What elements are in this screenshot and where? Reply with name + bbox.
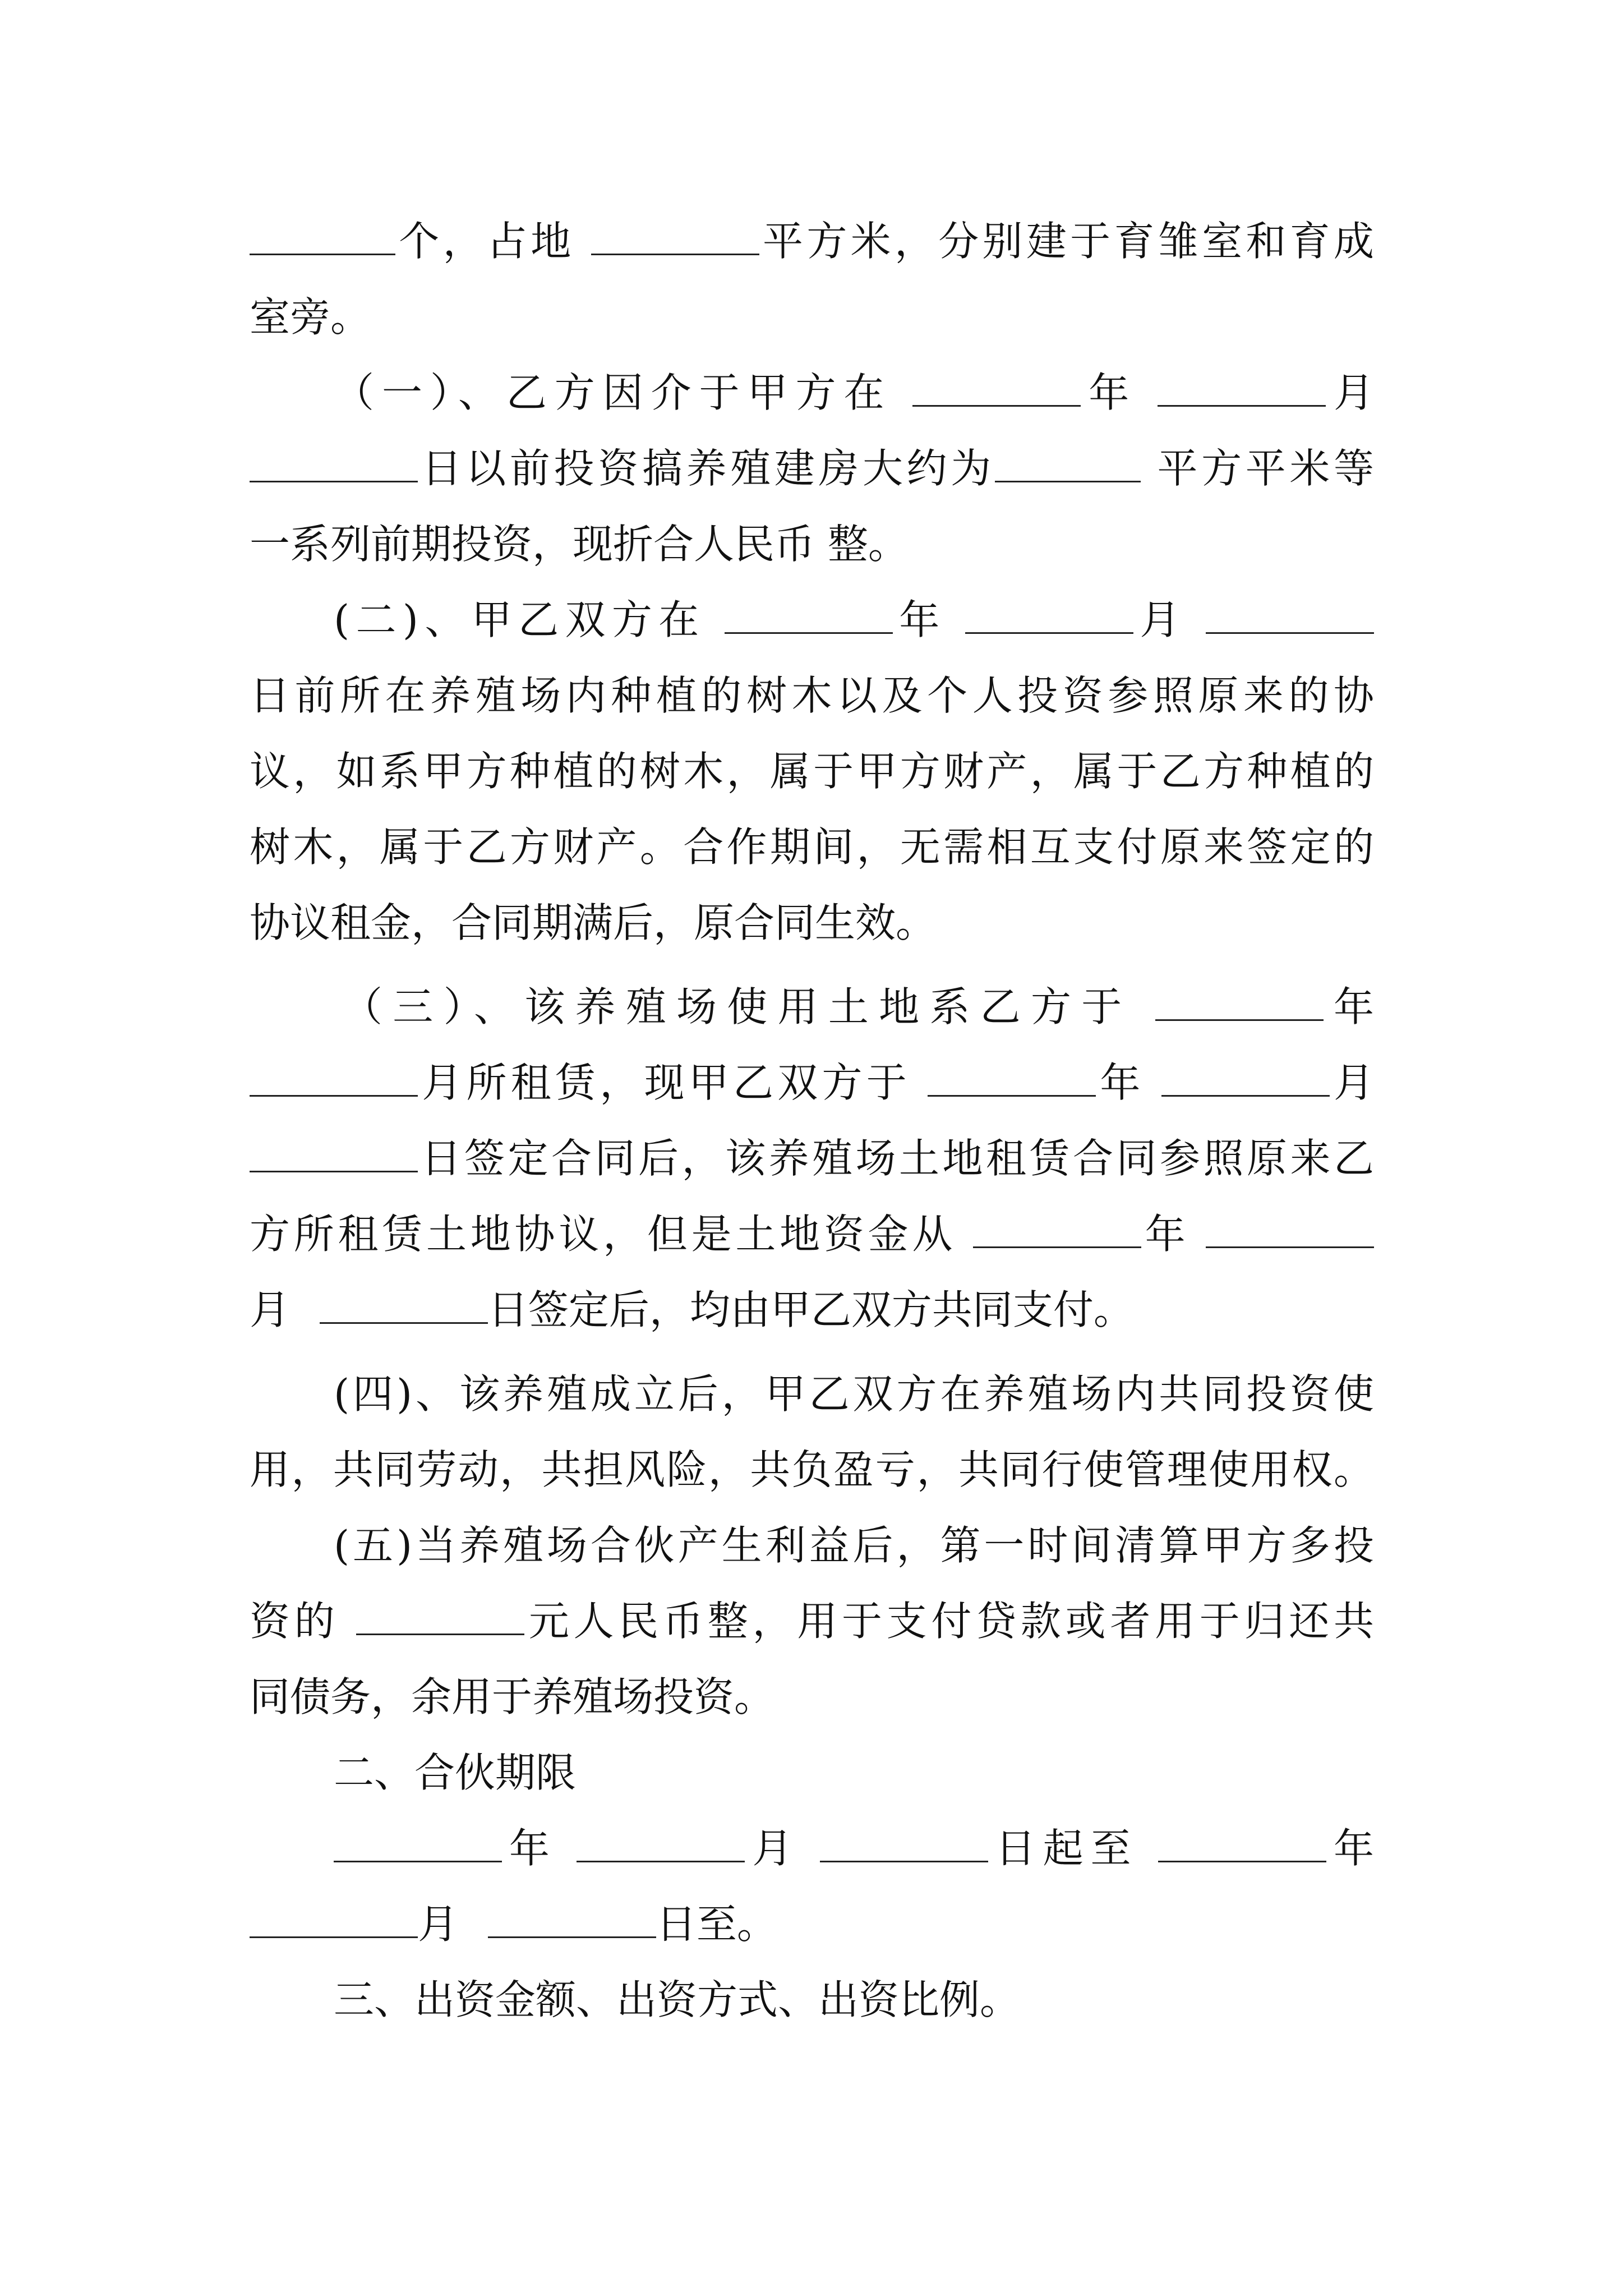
- text-segment: 月: [418, 1901, 459, 1948]
- blank-field[interactable]: [1158, 1826, 1326, 1862]
- paragraph-line: [250, 1055, 1374, 1111]
- text-segment: 日签定后，均由甲乙双方共同支付。: [487, 1286, 1134, 1333]
- text-segment: 资的: [250, 1598, 339, 1645]
- paragraph-line: [250, 516, 1374, 572]
- blank-field[interactable]: [1155, 984, 1324, 1021]
- section-heading: [334, 1745, 1374, 1801]
- text-segment: 日起至: [988, 1825, 1138, 1872]
- text-segment: (四)、该养殖成立后，甲乙双方在养殖场内共同投资使: [334, 1370, 1374, 1418]
- blank-field[interactable]: [250, 1060, 418, 1097]
- paragraph-line: [334, 1517, 1374, 1573]
- text-segment: 年: [1096, 1059, 1145, 1106]
- text-segment: 年: [1323, 983, 1374, 1030]
- text-segment: 二、合伙期限: [334, 1749, 577, 1796]
- paragraph-line: [250, 213, 1374, 269]
- blank-field[interactable]: [250, 446, 418, 482]
- text-segment: 用，共同劳动，共担风险，共负盈亏，共同行使管理使用权。: [250, 1446, 1374, 1493]
- blank-field[interactable]: [320, 1287, 488, 1324]
- text-segment: 元人民币整，用于支付贷款或者用于归还共: [524, 1598, 1374, 1645]
- text-segment: 协议租金，合同期满后，原合同生效。: [250, 899, 937, 946]
- blank-field[interactable]: [356, 1599, 524, 1635]
- text-segment: 一系列前期投资，现折合人民币 整。: [250, 521, 909, 568]
- paragraph-line: [342, 979, 1374, 1035]
- paragraph-line: [250, 819, 1374, 875]
- text-segment: 月: [745, 1825, 800, 1872]
- paragraph-line: [334, 1820, 1374, 1876]
- text-segment: （一）、乙方因介于甲方在: [334, 369, 892, 416]
- text-segment: 月: [1329, 1059, 1374, 1106]
- paragraph-line: [250, 1669, 1374, 1725]
- text-segment: 日签定合同后，该养殖场土地租赁合同参照原来乙: [418, 1135, 1374, 1182]
- paragraph-line: [250, 1282, 1374, 1338]
- text-segment: 年: [1081, 369, 1137, 416]
- text-segment: 日前所在养殖场内种植的树木以及个人投资参照原来的协: [250, 672, 1374, 719]
- blank-field[interactable]: [928, 1060, 1096, 1097]
- text-segment: 方所租赁土地协议，但是土地资金从: [250, 1211, 957, 1258]
- blank-field[interactable]: [1158, 370, 1326, 407]
- text-segment: 日以前投资搞养殖建房大约为: [418, 445, 995, 492]
- text-segment: 平方平米等: [1157, 445, 1374, 492]
- text-segment: (二)、甲乙双方在: [334, 596, 706, 643]
- text-segment: （三）、该养殖场使用土地系乙方于: [342, 983, 1132, 1030]
- text-segment: 议，如系甲方种植的树木，属于甲方财产，属于乙方种植的: [250, 748, 1374, 795]
- text-segment: 月: [1326, 369, 1374, 416]
- blank-field[interactable]: [250, 1136, 418, 1172]
- text-segment: 年: [892, 596, 946, 643]
- paragraph-line: [250, 440, 1374, 496]
- paragraph-line: [334, 1366, 1374, 1422]
- blank-field[interactable]: [820, 1826, 988, 1862]
- text-segment: 月: [1133, 596, 1187, 643]
- blank-field[interactable]: [725, 597, 893, 634]
- text-segment: 平方米，分别建于育雏室和育成: [759, 218, 1374, 265]
- paragraph-line: [250, 1896, 1374, 1952]
- paragraph-line: [334, 592, 1374, 648]
- text-segment: 年: [502, 1825, 557, 1872]
- text-segment: 个，占地: [395, 218, 575, 265]
- text-segment: 同债务，余用于养殖场投资。: [250, 1673, 775, 1720]
- blank-field[interactable]: [912, 370, 1081, 407]
- text-segment: 室旁。: [250, 293, 371, 341]
- paragraph-line: [250, 895, 1374, 951]
- blank-field[interactable]: [250, 219, 395, 255]
- blank-field[interactable]: [1206, 1212, 1374, 1248]
- text-segment: 年: [1141, 1211, 1189, 1258]
- text-segment: 日至。: [656, 1901, 777, 1948]
- paragraph-line: [250, 1442, 1374, 1498]
- blank-field[interactable]: [995, 446, 1141, 482]
- paragraph-line: [250, 1130, 1374, 1186]
- section-heading: [334, 1972, 1374, 2028]
- blank-field[interactable]: [577, 1826, 745, 1862]
- paragraph-line: [250, 1593, 1374, 1649]
- text-segment: 月所租赁，现甲乙双方于: [418, 1059, 911, 1106]
- text-segment: (五)当养殖场合伙产生利益后，第一时间清算甲方多投: [334, 1522, 1374, 1569]
- text-segment: 三、出资金额、出资方式、出资比例。: [334, 1976, 1021, 2023]
- text-segment: 树木，属于乙方财产。合作期间，无需相互支付原来签定的: [250, 823, 1374, 871]
- paragraph-line: [250, 668, 1374, 724]
- blank-field[interactable]: [250, 1902, 418, 1938]
- paragraph-line: [250, 743, 1374, 799]
- blank-field[interactable]: [973, 1212, 1141, 1248]
- blank-field[interactable]: [488, 1902, 656, 1938]
- paragraph-line: [334, 365, 1374, 421]
- text-segment: 年: [1326, 1825, 1374, 1872]
- blank-field[interactable]: [334, 1826, 502, 1862]
- blank-field[interactable]: [965, 597, 1133, 634]
- text-segment: 月: [250, 1286, 291, 1333]
- blank-field[interactable]: [591, 219, 759, 255]
- blank-field[interactable]: [1161, 1060, 1330, 1097]
- paragraph-line: [250, 1206, 1374, 1262]
- blank-field[interactable]: [1206, 597, 1374, 634]
- paragraph-line: [250, 289, 1374, 345]
